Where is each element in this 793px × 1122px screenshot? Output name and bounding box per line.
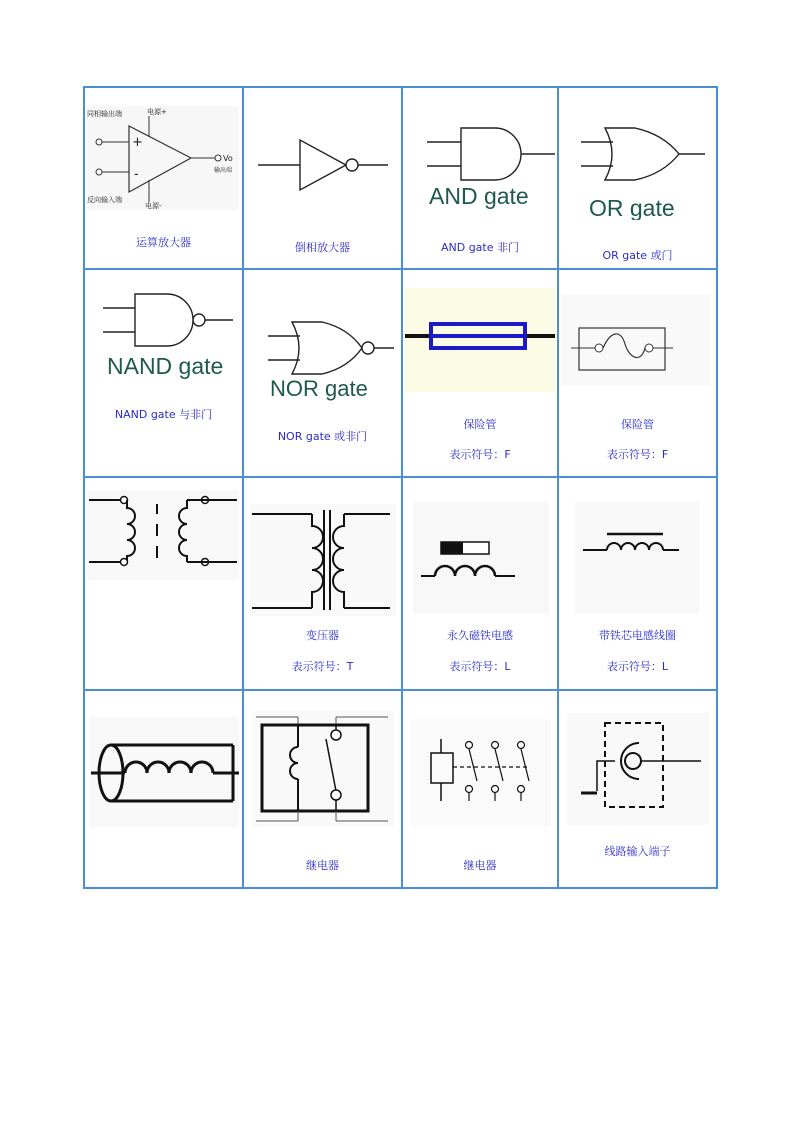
- or-gate-symbol: [579, 124, 709, 220]
- code-fuse-1: 表示符号：F: [449, 448, 511, 461]
- caption-or-gate: OR gate 或门: [602, 249, 673, 262]
- output-vo-label: Vo: [223, 154, 233, 163]
- cell-relay-2: [402, 690, 558, 888]
- pm-inductor-symbol: [413, 502, 549, 614]
- inverting-input-label: 反向输入端: [87, 196, 122, 204]
- cell-nand-gate: [84, 269, 243, 477]
- caption-nor-gate: NOR gate 或非门: [277, 430, 368, 443]
- cell-fuse-2: [558, 269, 717, 477]
- or-gate-label: OR gate: [589, 195, 675, 220]
- cell-core-inductor: [558, 477, 717, 690]
- caption-relay-2: 继电器: [463, 859, 497, 872]
- inverter-symbol: [254, 134, 394, 196]
- cell-inverter: [243, 87, 402, 269]
- caption-nand-gate: NAND gate 与非门: [114, 408, 213, 421]
- code-transformer: 表示符号：T: [291, 660, 354, 673]
- symbol-table: [83, 86, 718, 889]
- caption-and-gate: AND gate 非门: [440, 241, 520, 254]
- caption-fuse-2: 保险管: [621, 418, 654, 431]
- caption-transformer: 变压器: [306, 629, 339, 642]
- caption-relay-1: 继电器: [306, 859, 339, 872]
- shielded-coil-symbol: [89, 717, 239, 827]
- cell-nor-gate: [243, 269, 402, 477]
- cell-and-gate: [402, 87, 558, 269]
- fuse-symbol: [405, 288, 555, 392]
- supply-negative-label: 电源-: [145, 202, 162, 210]
- op-amp-symbol: [87, 106, 239, 210]
- plus-sign: +: [132, 135, 143, 150]
- caption-inverter: 倒相放大器: [295, 241, 350, 254]
- fuse-alt-symbol: [561, 294, 711, 386]
- and-gate-label: AND gate: [429, 183, 529, 209]
- cell-transformer-1: [84, 477, 243, 690]
- nand-gate-symbol: [101, 290, 241, 382]
- code-fuse-2: 表示符号：F: [606, 448, 669, 461]
- relay-symbol: [252, 711, 394, 827]
- noninverting-input-label: 同相输出端: [87, 110, 122, 118]
- cell-pm-inductor: [402, 477, 558, 690]
- core-inductor-symbol: [575, 502, 699, 614]
- nor-gate-label: NOR gate: [270, 376, 368, 401]
- cell-shielded-coil: [84, 690, 243, 888]
- transformer-symbol: [250, 504, 396, 616]
- caption-core-inductor: 带铁芯电感线圈: [599, 629, 676, 642]
- transformer-dotted-symbol: [87, 490, 239, 580]
- caption-op-amp: 运算放大器: [136, 236, 191, 249]
- cell-fuse-1: [402, 269, 558, 477]
- minus-sign: -: [134, 167, 139, 182]
- caption-input-terminal: 线路输入端子: [604, 845, 671, 858]
- caption-pm-inductor: 永久磁铁电感: [447, 629, 513, 642]
- relay-multi-contact-symbol: [411, 719, 551, 827]
- code-pm-inductor: 表示符号：L: [449, 660, 511, 673]
- nand-gate-label: NAND gate: [107, 353, 224, 379]
- input-terminal-symbol: [567, 713, 709, 825]
- caption-fuse-1: 保险管: [463, 418, 497, 431]
- code-core-inductor: 表示符号：L: [606, 660, 669, 673]
- supply-positive-label: 电源+: [147, 108, 167, 116]
- output-label: 输出端: [214, 167, 233, 174]
- cell-input-terminal: [558, 690, 717, 888]
- cell-or-gate: [558, 87, 717, 269]
- nor-gate-symbol: [266, 318, 398, 404]
- cell-transformer-2: [243, 477, 402, 690]
- cell-op-amp: [84, 87, 243, 269]
- cell-relay-1: [243, 690, 402, 888]
- and-gate-symbol: [425, 124, 557, 210]
